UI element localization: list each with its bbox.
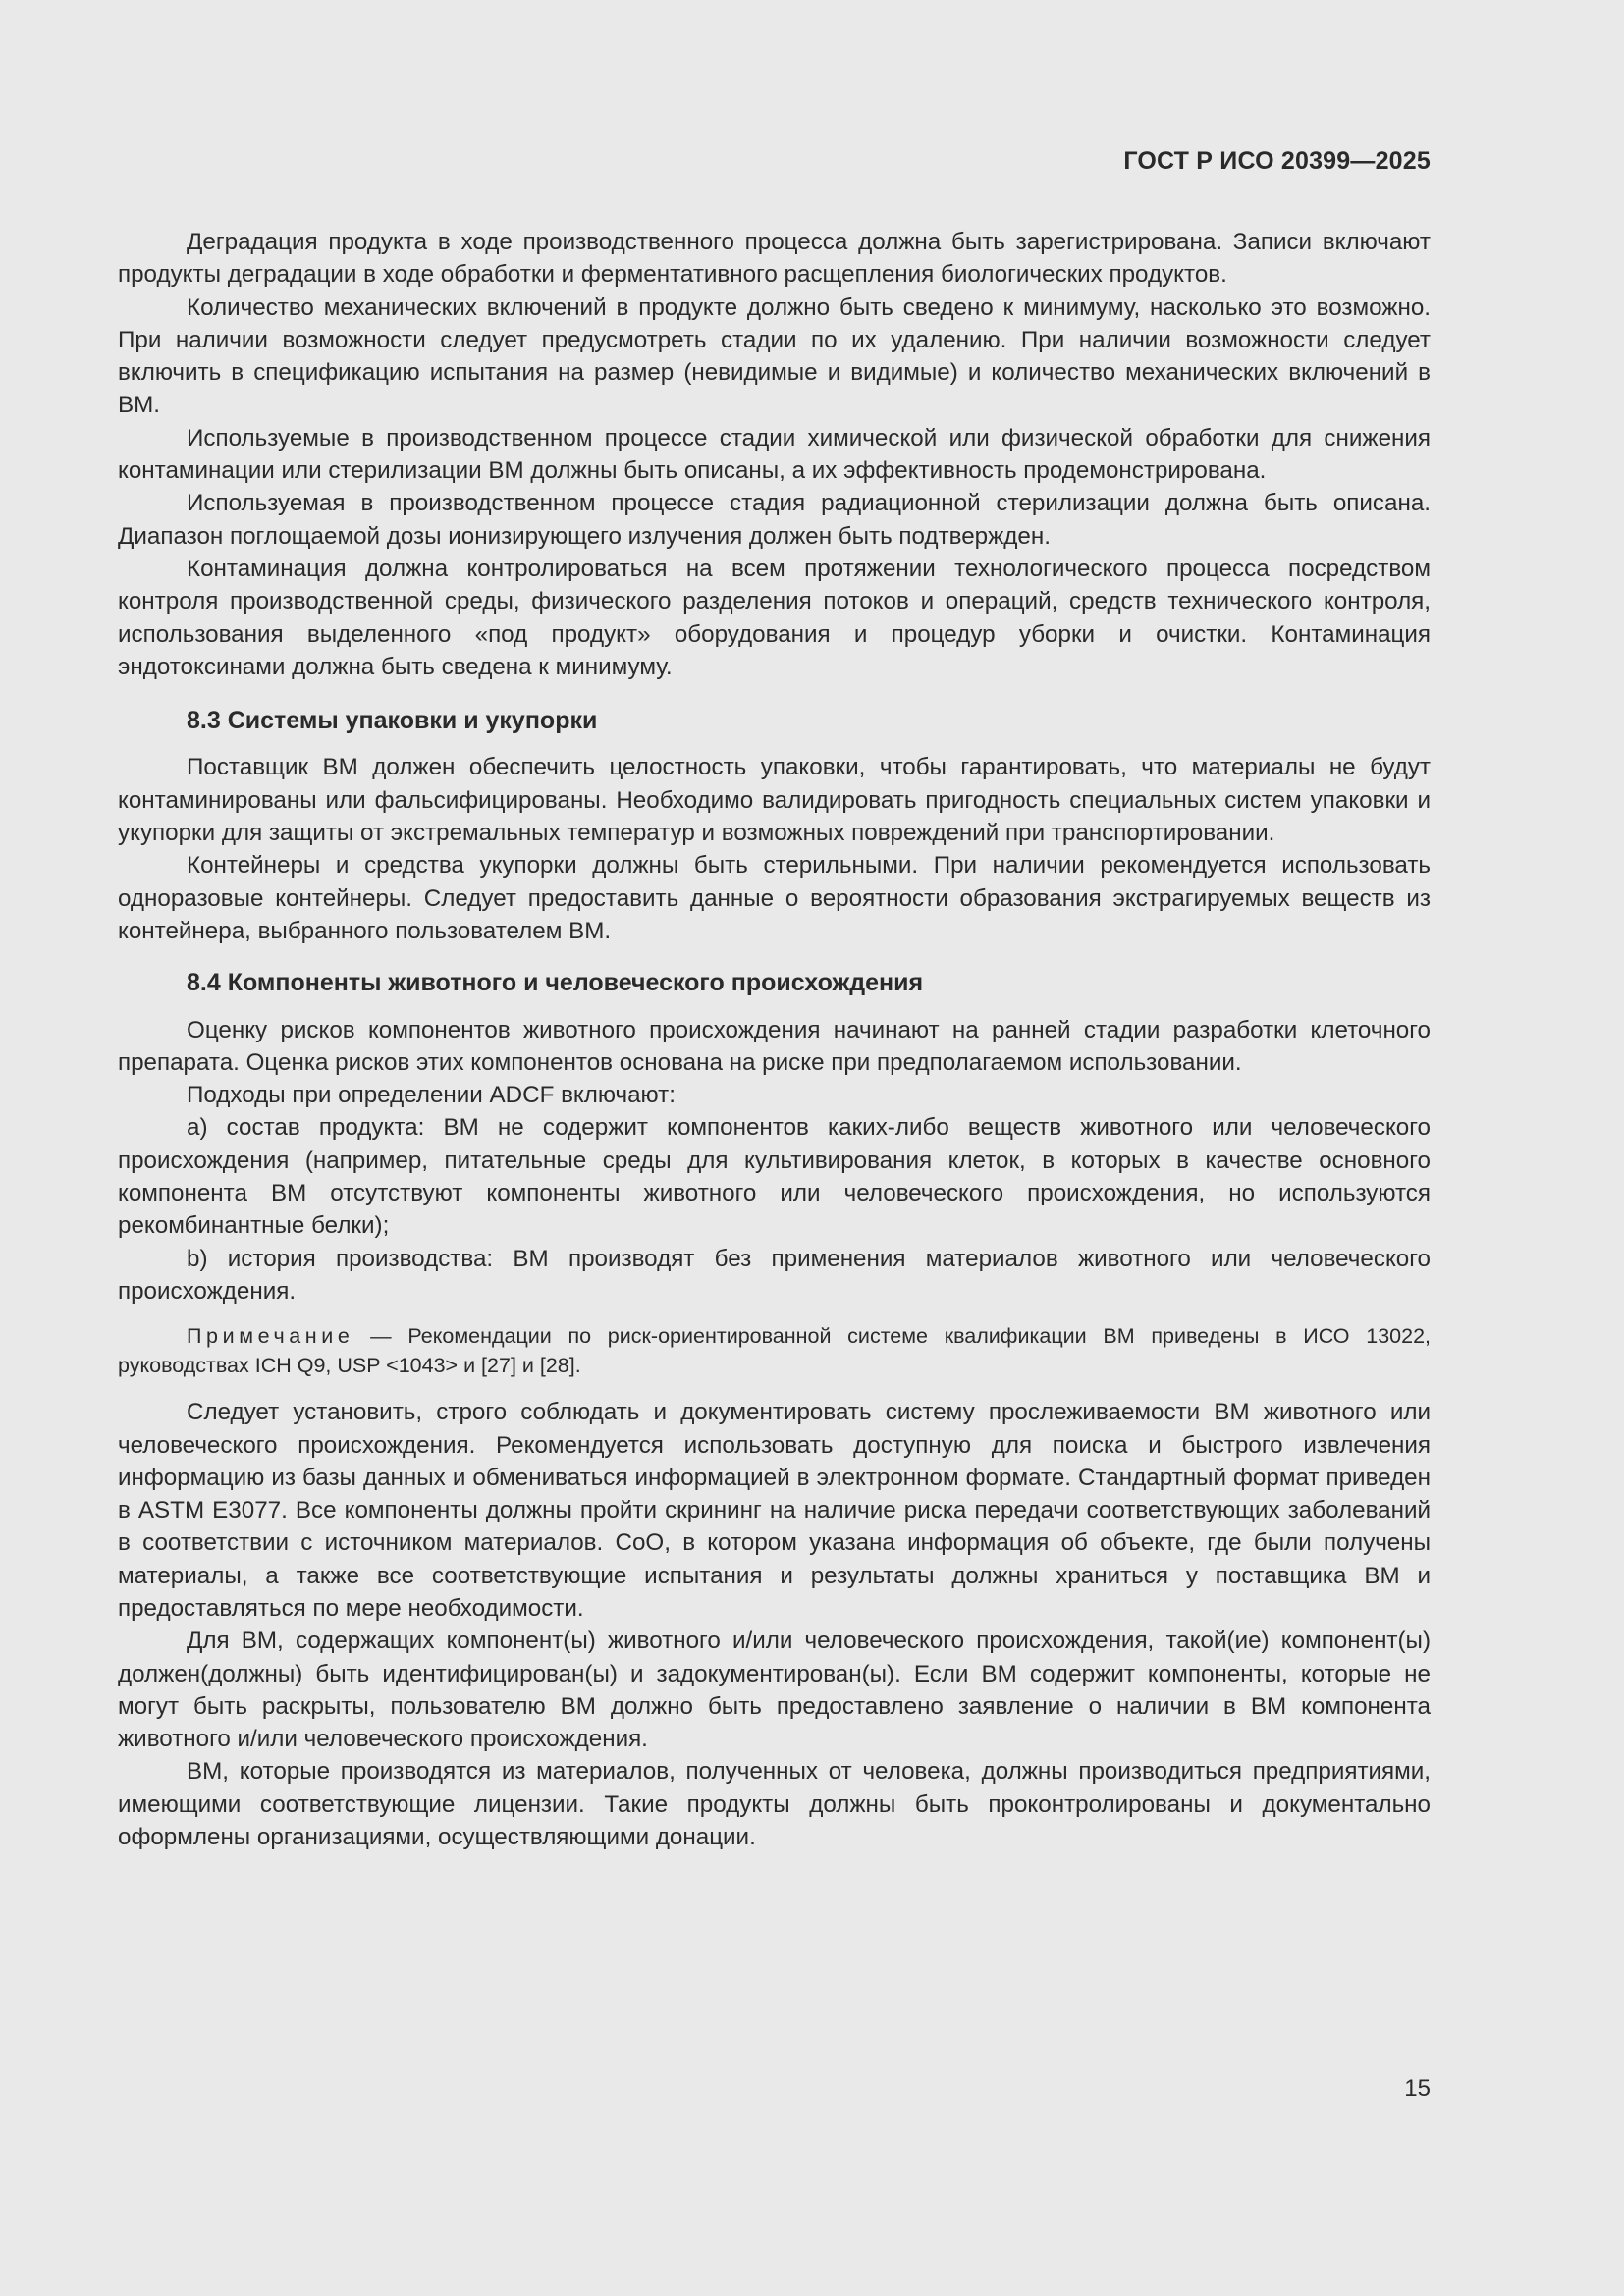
paragraph-traceability: Следует установить, строго соблюдать и документировать систему прослеживаемости ВМ животного или человеческого происхождения. Рекомендуется использовать доступную для поиска и быстрого извлечения информацию из базы данных и обмениваться информацией в электронном формате. Стандартный формат приведен в ASTM E3077. Все компоненты должны пройти скрининг на наличие риска передачи соответствующих заболеваний в соответствии с источником материалов. CoO, в котором указана информация об объекте, где были получены материалы, а также все соответствующие испытания и результаты должны храниться у поставщика ВМ и предоставляться по мере необходимости. (118, 1399, 1431, 1622)
paragraph-human-materials: ВМ, которые производятся из материалов, полученных от человека, должны производиться предприятиями, имеющими соответствующие лицензии. Такие продукты должны быть проконтролированы и документально оформлены организациями, осуществляющими донации. (118, 1758, 1431, 1851)
note-text: — Рекомендации по риск-ориентированной системе квалификации ВМ приведены в ИСО 13022, руководствах ICH Q9, USP <1043> и [27] и [28]. (118, 1324, 1431, 1378)
section-heading-8-3: 8.3 Системы упаковки и укупорки (187, 707, 598, 735)
note-label: Примечание (187, 1324, 354, 1349)
page-content (118, 226, 1431, 1853)
paragraph-component-identification: Для ВМ, содержащих компонент(ы) животного и/или человеческого происхождения, такой(ие) компонент(ы) должен(должны) быть идентифицирован(ы) и задокументирован(ы). Если ВМ содержит компоненты, которые не могут быть раскрыты, пользователю ВМ должно быть предоставлено заявление о наличии в ВМ компонента животного и/или человеческого происхождения. (118, 1628, 1431, 1753)
list-item-b: b) история производства: ВМ производят без применения материалов животного или человеческого происхождения. (118, 1245, 1431, 1305)
note (118, 1321, 1431, 1380)
paragraph-packaging-integrity: Поставщик ВМ должен обеспечить целостность упаковки, чтобы гарантировать, что материалы не будут контаминированы или фальсифицированы. Необходимо валидировать пригодность специальных систем упаковки и укупорки для защиты от экстремальных температур и возможных повреждений при транспортировании. (118, 754, 1431, 847)
paragraph-risk-assessment: Оценку рисков компонентов животного происхождения начинают на ранней стадии разработки клеточного препарата. Оценка рисков этих компонентов основана на риске при предполагаемом использовании. (118, 1016, 1431, 1076)
paragraph-contamination-control: Контаминация должна контролироваться на всем протяжении технологического процесса посредством контроля производственной среды, физического разделения потоков и операций, средств технического контроля, использования выделенного «под продукт» оборудования и процедур уборки и очистки. Контаминация эндотоксинами должна быть сведена к минимуму. (118, 555, 1431, 680)
paragraph-mechanical-inclusions: Количество механических включений в продукте должно быть сведено к минимуму, насколько это возможно. При наличии возможности следует предусмотреть стадии по их удалению. При наличии возможности следует включить в спецификацию испытания на размер (невидимые и видимые) и количество механических включений в ВМ. (118, 294, 1431, 419)
section-heading-8-4: 8.4 Компоненты животного и человеческого происхождения (187, 969, 924, 997)
paragraph-processing-stages: Используемые в производственном процессе стадии химической или физической обработки для снижения контаминации или стерилизации ВМ должны быть описаны, а их эффективность продемонстрирована. (118, 424, 1431, 485)
document-header: ГОСТ Р ИСО 20399—2025 (1123, 147, 1431, 175)
paragraph-degradation: Деградация продукта в ходе производственного процесса должна быть зарегистрирована. Записи включают продукты деградации в ходе обработки и ферментативного расщепления биологических продуктов. (118, 229, 1431, 289)
paragraph-radiation-sterilization: Используемая в производственном процессе стадия радиационной стерилизации должна быть описана. Диапазон поглощаемой дозы ионизирующего излучения должен быть подтвержден. (118, 490, 1431, 550)
page-number: 15 (1404, 2075, 1431, 2102)
paragraph-adcf-approaches: Подходы при определении ADCF включают: (187, 1082, 676, 1109)
paragraph-containers: Контейнеры и средства укупорки должны быть стерильными. При наличии рекомендуется использовать одноразовые контейнеры. Следует предоставить данные о вероятности образования экстрагируемых веществ из контейнера, выбранного пользователем ВМ. (118, 852, 1431, 944)
list-item-a: a) состав продукта: ВМ не содержит компонентов каких-либо веществ животного или человеческого происхождения (например, питательные среды для культивирования клеток, в которых в качестве основного компонента ВМ отсутствуют компоненты животного или человеческого происхождения, но используются рекомбинантные белки); (118, 1114, 1431, 1240)
